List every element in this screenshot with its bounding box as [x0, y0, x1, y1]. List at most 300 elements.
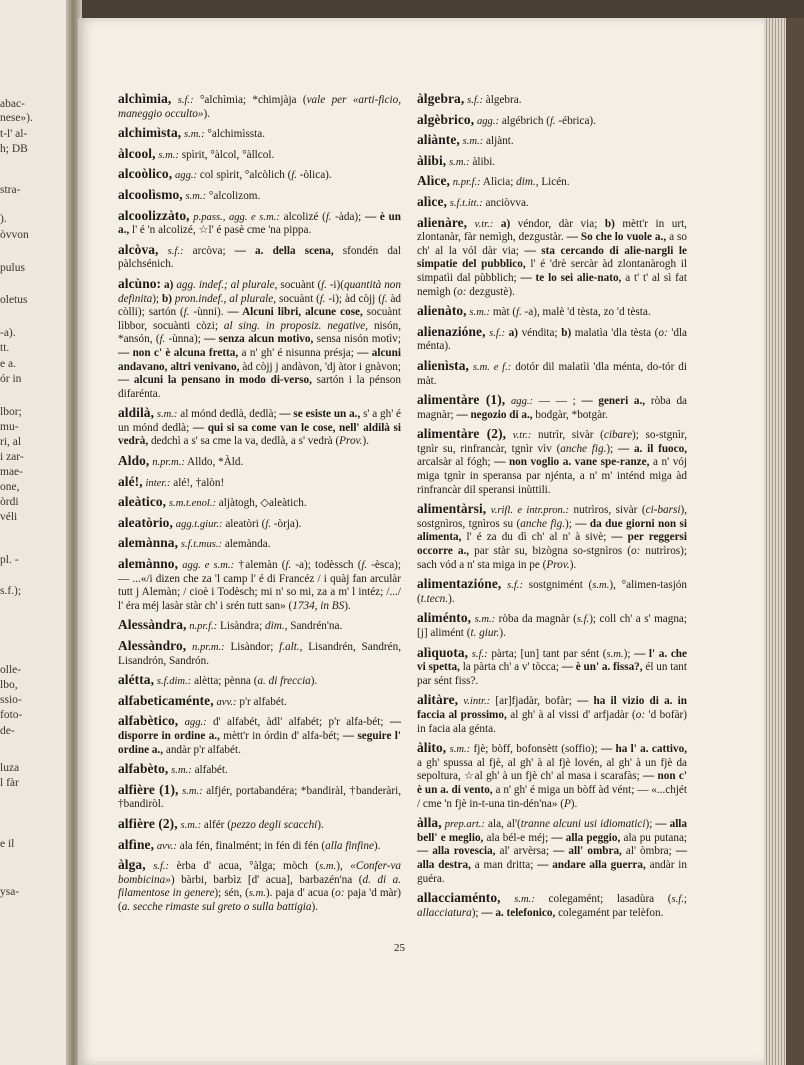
text	[493, 218, 501, 230]
grammar-label: s.m.:	[514, 894, 535, 906]
dictionary-entry	[118, 536, 401, 552]
grammar-label: v.tr.:	[474, 218, 494, 230]
grammar-label: prep.art.:	[444, 819, 485, 831]
grammar-label: inter.:	[145, 477, 171, 489]
text: — — ;	[533, 395, 582, 408]
text: aleatòri (	[222, 517, 266, 530]
headword: alemànna,	[118, 535, 179, 551]
text: l' é za du dì ch' al n' à sivè;	[461, 531, 612, 544]
headword: alcoolìsmo,	[118, 186, 183, 202]
text: colegamént; lasadùra (	[534, 893, 672, 906]
left-page-fragment: nese»).	[0, 112, 33, 124]
phrase: — a. telefonico,	[481, 906, 556, 919]
grammar-label: f.	[319, 293, 326, 305]
note: cibare	[603, 429, 633, 442]
dictionary-entry	[118, 618, 401, 634]
grammar-label: n.pr.m.:	[192, 642, 225, 653]
grammar-label: agg.t.giur.:	[175, 518, 223, 530]
left-page-fragment: pl. -	[0, 554, 19, 566]
text: véndita;	[517, 326, 562, 339]
note: o:	[658, 326, 668, 339]
grammar-label: s.f.	[671, 894, 684, 906]
headword: alienàto,	[417, 303, 467, 319]
phrase: — non c' è alcuna fretta,	[118, 346, 239, 359]
text: Sandrén'na.	[287, 620, 343, 633]
grammar-label: n.pr.f.:	[189, 621, 218, 633]
phrase: — a. il fuoco,	[618, 442, 687, 455]
text: spìrit, °àlcol, °àllcol.	[178, 148, 275, 161]
text: -òrja).	[270, 517, 302, 530]
grammar-label: s.f.:	[507, 580, 523, 592]
headword: alìquota,	[417, 644, 469, 660]
phrase: — senza alcun motivo,	[204, 333, 314, 346]
background-top	[78, 0, 804, 18]
text: pàrta; [un] tant par sént (	[487, 647, 607, 660]
grammar-label: f.	[325, 211, 332, 223]
text: ); coll ch' a s' magna; [j] alimént (	[417, 613, 688, 639]
note: quantità non definita	[118, 278, 401, 305]
headword: alienìsta,	[417, 357, 469, 373]
left-page-fragment: lbor;	[0, 406, 22, 418]
grammar-label: f.	[183, 307, 190, 319]
note: P	[563, 797, 571, 810]
headword: alcòva,	[118, 241, 159, 257]
grammar-label: s.f.t.mus.:	[180, 539, 223, 551]
text: aljàtogh, ◇aleàtich.	[216, 497, 307, 510]
grammar-label: s.m.:	[180, 819, 202, 831]
headword: alimentazióne,	[417, 576, 502, 592]
phrase: b)	[561, 326, 572, 339]
left-page-fragment: t-l' al-	[0, 128, 28, 140]
phrase: — sta cercando di alie-nargli le simpatie del pubblico,	[417, 244, 687, 271]
grammar-label: f.	[265, 518, 271, 530]
phrase: — seguire l' ordine a.,	[118, 729, 401, 756]
note: t.tecn.	[420, 592, 449, 605]
note: tranne alcuni usi idiomatici	[520, 818, 646, 831]
left-page-fragment: e il	[0, 838, 15, 850]
dictionary-entry	[417, 133, 687, 149]
note: alla finfine	[325, 839, 374, 852]
dictionary-entry	[118, 714, 401, 757]
left-page-fragment: s.f.);	[0, 585, 22, 597]
text: al gh' à al vissi d' arfjadàr (	[506, 708, 636, 721]
grammar-label: avv.:	[216, 696, 237, 708]
dictionary-entry	[118, 92, 401, 121]
headword: aleàtico,	[118, 494, 167, 510]
note: anche fig.	[560, 442, 607, 455]
text	[467, 218, 475, 230]
headword: alfabeticaménte,	[118, 692, 214, 708]
dictionary-entry	[417, 427, 687, 497]
text: dotór dil malatìi 'dla ménta, do-tór di màt.	[417, 360, 687, 387]
text: mètt'r in órdin d' alfa-bét;	[219, 729, 343, 742]
text: ); sén, (	[214, 887, 249, 900]
text: al' òmbra;	[621, 845, 676, 858]
text: dedchì a s' sa cme la va, dedlà, a s' vedrà (	[148, 435, 340, 448]
text: ). paja d' acua (	[265, 887, 336, 900]
text: sensa nisón motìv;	[313, 333, 401, 346]
left-page-fragment: òrdi	[0, 496, 19, 508]
dictionary-entry	[118, 673, 401, 689]
text: ); so-stgnìr, tgnìr su, rinfrancàr, tgnìr vìv (	[417, 429, 687, 455]
text: -a); todèssch (	[291, 559, 362, 572]
headword: alienàre,	[417, 214, 468, 230]
headword: aldilà,	[118, 405, 155, 421]
text: ).	[362, 435, 369, 448]
text: -ébrica).	[555, 114, 596, 127]
text: -àda);	[331, 210, 365, 223]
text: ).	[448, 592, 455, 605]
note: a. di freccia	[257, 675, 311, 688]
grammar-label: f.	[285, 560, 292, 572]
note: o:	[635, 708, 646, 721]
text: Lisàndor;	[224, 641, 280, 653]
text: ).	[311, 900, 319, 913]
left-page-fragment: olle-	[0, 664, 22, 676]
text	[501, 893, 515, 905]
headword: alchìmia,	[118, 91, 172, 106]
text: aljànt.	[483, 135, 514, 148]
text: Alldo, *Àld.	[184, 456, 244, 469]
phrase: — andare alla guerra,	[537, 858, 646, 871]
note: Prov.	[546, 558, 570, 571]
phrase: — non voglio a. vane spe-ranze,	[494, 456, 650, 469]
text: fjè; bòff, bofonsètt (soffio);	[470, 743, 602, 756]
headword: aleatòrio,	[118, 514, 173, 530]
text: °alchimìssta.	[204, 128, 266, 141]
grammar-label: s.f.:	[153, 861, 170, 873]
text: a n' vój miga tgnìr in speransa par njénta, a n' m' inténd miga àd rinfrancàr dil speransi inùttili.	[417, 456, 688, 496]
headword: alienazióne,	[417, 323, 486, 339]
grammar-label: agg.:	[184, 717, 207, 729]
grammar-label: s.m.	[319, 861, 337, 873]
phrase: — So che lo vuole a.,	[566, 231, 667, 244]
left-page-fragment: stra-	[0, 184, 21, 196]
phrase: — l' a. che vi spetta,	[417, 647, 687, 674]
note: f.alt.,	[279, 641, 303, 653]
phrase: — all' ombra,	[553, 845, 622, 858]
headword: aliménto,	[417, 610, 472, 626]
text: );	[152, 292, 162, 305]
left-page-fragment: i zar-	[0, 451, 24, 463]
phrase: — da due giorni non si alimenta,	[417, 517, 687, 544]
text: sostgnimént (	[522, 579, 593, 592]
note: Prov.	[339, 435, 363, 448]
dictionary-entry	[118, 188, 401, 204]
text: ) bàrbi, barbìz [d' acua], barbazén'na (	[170, 873, 363, 886]
text: 'dla ménta).	[417, 326, 688, 353]
grammar-label: s.m.:	[158, 149, 179, 161]
text: algébrich (	[499, 114, 550, 127]
text: s' a gh' é un mónd dedlà;	[118, 408, 401, 434]
text: Lisandrén, Sandrén, Lisandrón, Sandrón.	[118, 641, 401, 667]
grammar-label: agg.:	[476, 115, 500, 127]
text: arcòva;	[183, 244, 235, 257]
text	[159, 245, 168, 257]
grammar-label: s.m.	[606, 648, 624, 660]
text: °alchìmia; *chimjàja (	[193, 94, 307, 106]
grammar-label: s.m.	[248, 888, 266, 900]
phrase: — è un a.,	[118, 210, 401, 237]
headword: alchimìsta,	[118, 125, 182, 141]
dictionary-entry	[118, 406, 401, 449]
grammar-label: f.	[381, 293, 388, 305]
dictionary-entry	[417, 611, 687, 640]
grammar-label: agg. e s.m.:	[182, 560, 235, 572]
text: alfjér, portabandéra; *bandiràl, †banderàri, †bandiròl.	[118, 784, 401, 811]
text: bodgàr, *botgàr.	[532, 408, 608, 421]
note: dim.,	[265, 620, 288, 633]
text: ), °alimen-tasjón (	[417, 579, 687, 605]
headword: Alessàndra,	[118, 617, 187, 633]
text: ròba da magnàr;	[417, 395, 688, 421]
text: ;	[683, 893, 688, 906]
headword: alfière (1),	[118, 781, 179, 797]
text: );	[565, 517, 576, 530]
grammar-label: s.m.:	[182, 785, 203, 797]
phrase: — alcuni andavano, altri venivano,	[118, 346, 401, 373]
text: Alìcia;	[480, 176, 517, 189]
headword: àlla,	[417, 815, 442, 831]
text: ).	[499, 627, 506, 639]
phrase: — se esiste un a.,	[279, 408, 361, 421]
headword: alimentàre (2),	[417, 426, 507, 442]
grammar-label: s.m.:	[449, 156, 470, 168]
grammar-label: s.f.	[576, 614, 590, 626]
headword: àlito,	[417, 740, 447, 756]
grammar-label: f.	[291, 170, 297, 182]
grammar-label: s.m. e f.:	[472, 361, 512, 373]
text: colegamént par telèfon.	[555, 906, 664, 919]
phrase: b)	[604, 217, 615, 230]
headword: alimentàrsi,	[417, 501, 487, 517]
text: nutrìr, sivàr (	[531, 429, 604, 442]
phrase: a)	[508, 326, 518, 339]
dictionary-entry	[417, 195, 687, 211]
dictionary-entry	[417, 741, 687, 811]
headword: alcùno:	[118, 275, 162, 291]
grammar-label: f.	[516, 307, 522, 319]
grammar-label: s.m.:	[469, 307, 491, 319]
grammar-label: f.	[159, 334, 166, 346]
text: dezgustè).	[466, 285, 515, 298]
headword: àlcool,	[118, 145, 156, 161]
left-page-fragment: l fàr	[0, 777, 19, 789]
text: arcalsàr al fógh;	[417, 456, 495, 469]
grammar-label: s.f.t.itt.:	[449, 197, 483, 209]
text: °alcolizom.	[206, 189, 261, 202]
text: );	[606, 442, 618, 455]
phrase: — disporre in ordine a.,	[118, 716, 401, 742]
text: );	[471, 906, 482, 919]
text: a man dritta;	[470, 858, 538, 871]
left-page-fragment: ór in	[0, 373, 22, 385]
dictionary-entry	[118, 126, 401, 142]
text: ), sostgnìros, tgnìros su (	[417, 504, 687, 530]
text: véndor, dàr via;	[510, 217, 605, 230]
note: pezzo degli scacchi	[230, 818, 318, 831]
left-page-fragment: ysa-	[0, 886, 20, 898]
text: );	[623, 647, 635, 660]
dictionary-entry	[417, 92, 687, 108]
text: él un tant par sént fiss?.	[417, 661, 688, 687]
dictionary-entry	[417, 577, 687, 606]
dictionary-entry	[118, 243, 401, 272]
headword: Alìce,	[417, 173, 450, 189]
headword: allacciaménto,	[417, 890, 501, 906]
left-page-fragment: ).	[0, 213, 7, 225]
dictionary-entry	[417, 359, 687, 388]
left-page-fragment: -a).	[0, 327, 16, 339]
phrase: — alla destra,	[417, 845, 687, 871]
text: màt (	[490, 306, 517, 319]
dictionary-entry	[118, 209, 401, 238]
text: nutrìros, sivàr (	[569, 504, 646, 517]
text: a so ch' al la vól dàr via;	[417, 231, 687, 257]
dictionary-entry	[417, 174, 687, 190]
phrase: — è un' a. fissa?,	[561, 661, 643, 674]
note: al sing. in proposiz. negative,	[223, 319, 369, 332]
dictionary-entry	[417, 693, 687, 736]
note: anche fig.	[520, 517, 566, 530]
text: alcolizé (	[279, 210, 326, 223]
text: -èsca); — ...«/i dizen che za 'l camp l' é di Francéz / i quàj fan arculàr tutt j Alemàn; / cioè i Todèsch; mi n' so mi, za a m' l intéz; /.../ l' éra méj lasàr stàr ch' i srén tutt san» (	[118, 559, 402, 612]
left-page-fragment: mu-	[0, 421, 19, 433]
dictionary-entry	[118, 762, 401, 778]
left-page-fragment: abac-	[0, 98, 25, 110]
dictionary-entry	[417, 816, 687, 886]
phrase: — a. della scena,	[234, 244, 334, 257]
note: pron.indef., al plurale,	[174, 292, 277, 305]
text: àlibi.	[469, 155, 496, 168]
headword: alimentàre (1),	[417, 392, 506, 408]
text: ).	[373, 839, 381, 852]
text: l' é 'n alcolizé, ☆l' é pasè cme 'na pippa.	[129, 224, 312, 237]
grammar-label: s.m.:	[171, 765, 192, 777]
phrase: — generi a.,	[581, 395, 646, 408]
text: a t' t' al sì fat nemìgh (	[417, 271, 687, 298]
grammar-label: s.f.:	[489, 327, 506, 339]
text: ).	[344, 599, 351, 612]
left-page-fragment: foto-	[0, 709, 23, 721]
grammar-label: s.m.t.enol.:	[168, 498, 216, 510]
text: ).	[317, 818, 324, 831]
grammar-label: s.f.:	[167, 245, 184, 257]
phrase: — Alcuni libri, alcune cose,	[227, 306, 363, 319]
text: alfér (	[201, 818, 231, 831]
text: andàr in guéra.	[417, 858, 687, 885]
dictionary-entry	[417, 154, 687, 170]
text: par stàr su, bizògna so-stgnìros (	[469, 545, 631, 558]
headword: Aldo,	[118, 453, 150, 469]
grammar-label: v.tr.:	[512, 430, 532, 442]
left-page-fragment: mae-	[0, 466, 23, 478]
grammar-label: f.	[361, 560, 368, 572]
text: ala fén, finalmént; in fén di fén (	[176, 839, 326, 852]
text: ala pu putana;	[620, 831, 688, 844]
text: ròba da magnàr (	[495, 613, 577, 626]
dictionary-column-right	[417, 92, 687, 925]
grammar-label: s.m.:	[184, 129, 205, 141]
text: );	[645, 818, 656, 831]
grammar-label: s.f.:	[177, 95, 194, 106]
phrase: — alla rovescia,	[417, 845, 496, 858]
text: a n' gh' é nisunna présja;	[238, 346, 358, 359]
page-number: 25	[394, 942, 405, 954]
note: «Confer-va bombicina»	[118, 860, 401, 886]
dictionary-entry	[118, 475, 401, 491]
left-page-fragment: luza	[0, 762, 20, 774]
text: sfondén dal pàlchsénich.	[118, 244, 401, 271]
text: †alemàn (	[234, 559, 286, 572]
grammar-label: v.rifl. e intr.pron.:	[490, 505, 569, 517]
grammar-label: agg.:	[174, 170, 198, 182]
grammar-label: s.m.:	[462, 136, 484, 148]
grammar-label: s.f.:	[467, 95, 483, 106]
phrase: — per reggersi occorre a.,	[417, 531, 687, 558]
text: socuànt lìbbor, socuànti còzi;	[118, 306, 401, 332]
text: 'd bofàr) in facia ala génta.	[417, 708, 687, 735]
phrase: — te lo sei alie-nato,	[520, 271, 622, 284]
text: [ar]fjadàr, bofàr;	[490, 695, 578, 708]
headword: àlgebra,	[417, 91, 465, 106]
note: o:	[335, 887, 345, 900]
dictionary-entry	[417, 113, 687, 129]
text: Licén.	[538, 176, 570, 189]
text: al' arvèrsa;	[495, 845, 554, 858]
text: ).	[570, 797, 578, 810]
text: al mónd dedlà, dedlà;	[177, 408, 280, 421]
phrase: — ha il vizio di a. in faccia al prossimo,	[417, 695, 688, 721]
text: alètta; pènna (	[191, 675, 258, 688]
grammar-label: s.m.:	[449, 744, 471, 756]
phrase: a)	[500, 217, 511, 230]
note: a. secche rimaste sul greto o sulla battigia	[121, 900, 312, 913]
headword: alemànno,	[118, 556, 179, 572]
note: d. di a. filamentose in genere	[118, 873, 402, 900]
text: d' alfabét, àdl' alfabét; p'r alfa-bét;	[206, 716, 390, 729]
dictionary-entry	[118, 147, 401, 163]
dictionary-entry	[118, 838, 401, 854]
dictionary-entry	[417, 891, 687, 920]
text: sartón i la pénson difarénta.	[118, 374, 401, 400]
dictionary-entry	[118, 858, 401, 914]
text: ).	[203, 107, 210, 120]
phrase: — qui si sa come van le cose, nell' aldilà si vedrà,	[118, 421, 401, 448]
text: malatìa 'dla tèsta (	[571, 326, 659, 339]
left-page-fragment: oletus	[0, 294, 28, 306]
headword: àlibi,	[417, 152, 447, 168]
text: àlgebra.	[482, 94, 522, 106]
grammar-label: v.intr.:	[463, 696, 491, 708]
text: -ùnna);	[165, 333, 205, 346]
note: dim.,	[516, 176, 539, 189]
note: ci-barsi	[645, 504, 681, 517]
text: l' é 'drè sercàr àd zlontanàrogh il simpatìi dal pùbblich;	[417, 258, 687, 284]
text: col spìrit, °alcòlich (	[197, 169, 292, 182]
text: alfabét.	[191, 764, 228, 777]
text	[506, 429, 513, 441]
left-page-fragment: ssio-	[0, 694, 22, 706]
grammar-label: p.pass., agg. e s.m.:	[193, 211, 280, 223]
note: vale per «arti-ficio, maneggio occulto»	[118, 94, 402, 120]
note: agg. indef.; al plurale,	[176, 278, 278, 291]
left-page-fragment: ri, al	[0, 436, 22, 448]
phrase: b)	[161, 292, 172, 305]
grammar-label: f.	[549, 115, 556, 127]
left-page-fragment: tt.	[0, 342, 10, 354]
grammar-label: s.f.dim.:	[156, 676, 192, 688]
